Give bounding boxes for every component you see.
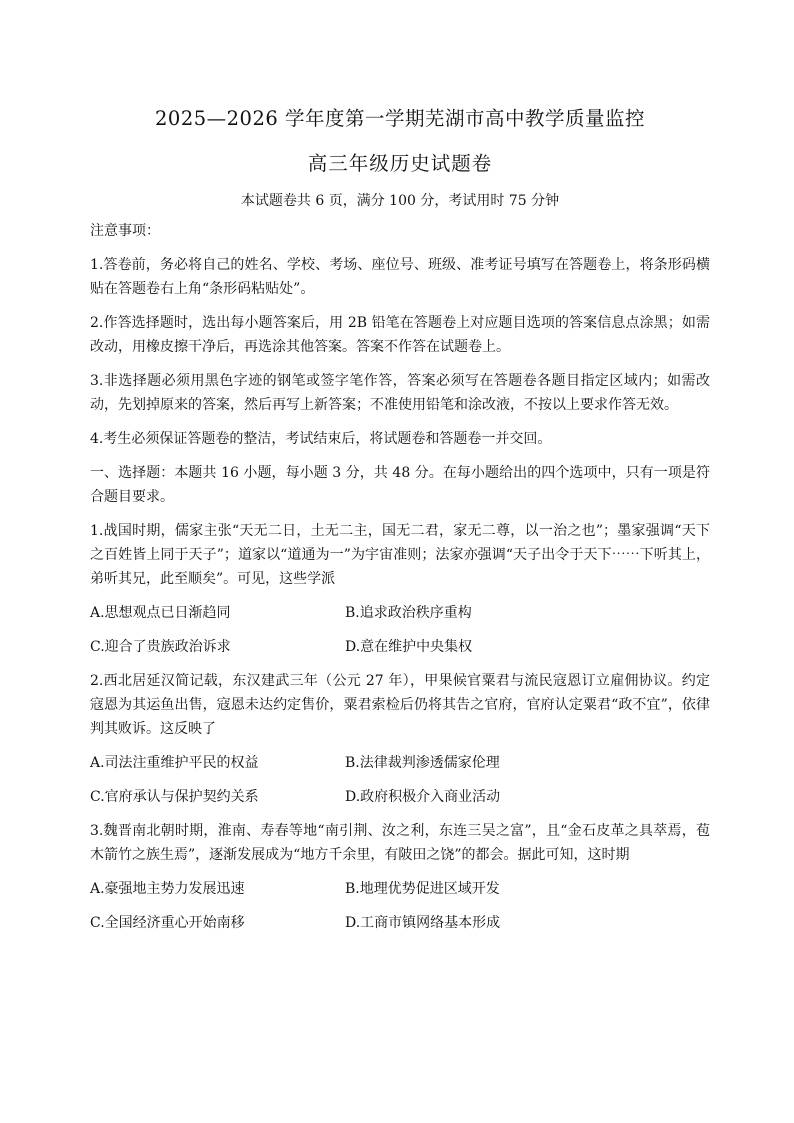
question-1-options-row-1 <box>90 601 710 625</box>
notice-item-4: 4.考生必须保证答题卷的整洁，考试结束后，将试题卷和答题卷一并交回。 <box>90 431 552 447</box>
question-2-options-row-1 <box>90 751 710 775</box>
question-3-option-d: D.工商市镇网络基本形成 <box>345 915 501 931</box>
question-1-options-row-2 <box>90 635 710 659</box>
question-3-options-row-2 <box>90 911 710 935</box>
question-3-option-b: B.地理优势促进区域开发 <box>345 881 500 897</box>
exam-subtitle: 高三年级历史试题卷 <box>307 152 493 175</box>
question-1-option-d: D.意在维护中央集权 <box>345 639 473 655</box>
notice-item-3: 3.非选择题必须用黑色字迹的钢笔或签字笔作答，答案必须写在答题卷各题目指定区域内；如需改动，先划掉原来的答案，然后再写上新答案；不准使用铅笔和涂改液，不按以上要求作答无效。 <box>90 373 710 413</box>
question-2-option-b: B.法律裁判渗透儒家伦理 <box>345 755 500 771</box>
question-3-option-c: C.全国经济重心开始南移 <box>90 915 245 931</box>
question-3-stem: 3.魏晋南北朝时期，淮南、寿春等地“南引荆、汝之利，东连三吴之富”，且“金石皮革之具萃焉，苞木箭竹之族生焉”，逐渐发展成为“地方千余里，有陂田之饶”的都会。据此可知，这时期 <box>90 823 710 863</box>
question-1-option-b: B.追求政治秩序重构 <box>345 605 472 621</box>
question-3-options-row-1 <box>90 877 710 901</box>
section-heading: 一、选择题：本题共 16 小题，每小题 3 分，共 48 分。在每小题给出的四个选项中，只有一项是符合题目要求。 <box>90 465 710 505</box>
question-2-option-c: C.官府承认与保护契约关系 <box>90 789 259 805</box>
question-2-options-row-2 <box>90 785 710 809</box>
question-1-option-c: C.迎合了贵族政治诉求 <box>90 639 231 655</box>
question-3-option-a: A.豪强地主势力发展迅速 <box>90 881 245 897</box>
question-2-stem: 2.西北居延汉简记载，东汉建武三年（公元 27 年），甲果候官粟君与流民寇恩订立雇佣协议。约定寇恩为其运鱼出售，寇恩未达约定售价，粟君索检后仍将其告之官府，官府认定粟君“政不宜”，依律判其败诉。这反映了 <box>90 673 710 737</box>
notice-heading: 注意事项： <box>90 223 160 239</box>
question-1-option-a: A.思想观点已日渐趋同 <box>90 605 231 621</box>
notice-item-2: 2.作答选择题时，选出每小题答案后，用 2B 铅笔在答题卷上对应题目选项的答案信息点涂黑；如需改动，用橡皮擦干净后，再选涂其他答案。答案不作答在试题卷上。 <box>90 315 710 355</box>
exam-page <box>90 106 710 935</box>
notice-item-1: 1.答卷前，务必将自己的姓名、学校、考场、座位号、班级、准考证号填写在答题卷上，将条形码横贴在答题卷右上角“条形码粘贴处”。 <box>90 257 710 297</box>
question-1-stem: 1.战国时期，儒家主张“天无二日，土无二主，国无二君，家无二尊，以一治之也”；墨家强调“天下之百姓皆上同于天子”；道家以“道通为一”为宇宙准则；法家亦强调“天子出令于天下⋯⋯下听其上，弟听其兄，此至顺矣”。可见，这些学派 <box>90 523 710 587</box>
question-2-option-d: D.政府积极介入商业活动 <box>345 789 501 805</box>
exam-title: 2025—2026 学年度第一学期芜湖市高中教学质量监控 <box>155 107 645 130</box>
exam-info: 本试题卷共 6 页，满分 100 分，考试用时 75 分钟 <box>240 193 560 209</box>
question-2-option-a: A.司法注重维护平民的权益 <box>90 755 259 771</box>
